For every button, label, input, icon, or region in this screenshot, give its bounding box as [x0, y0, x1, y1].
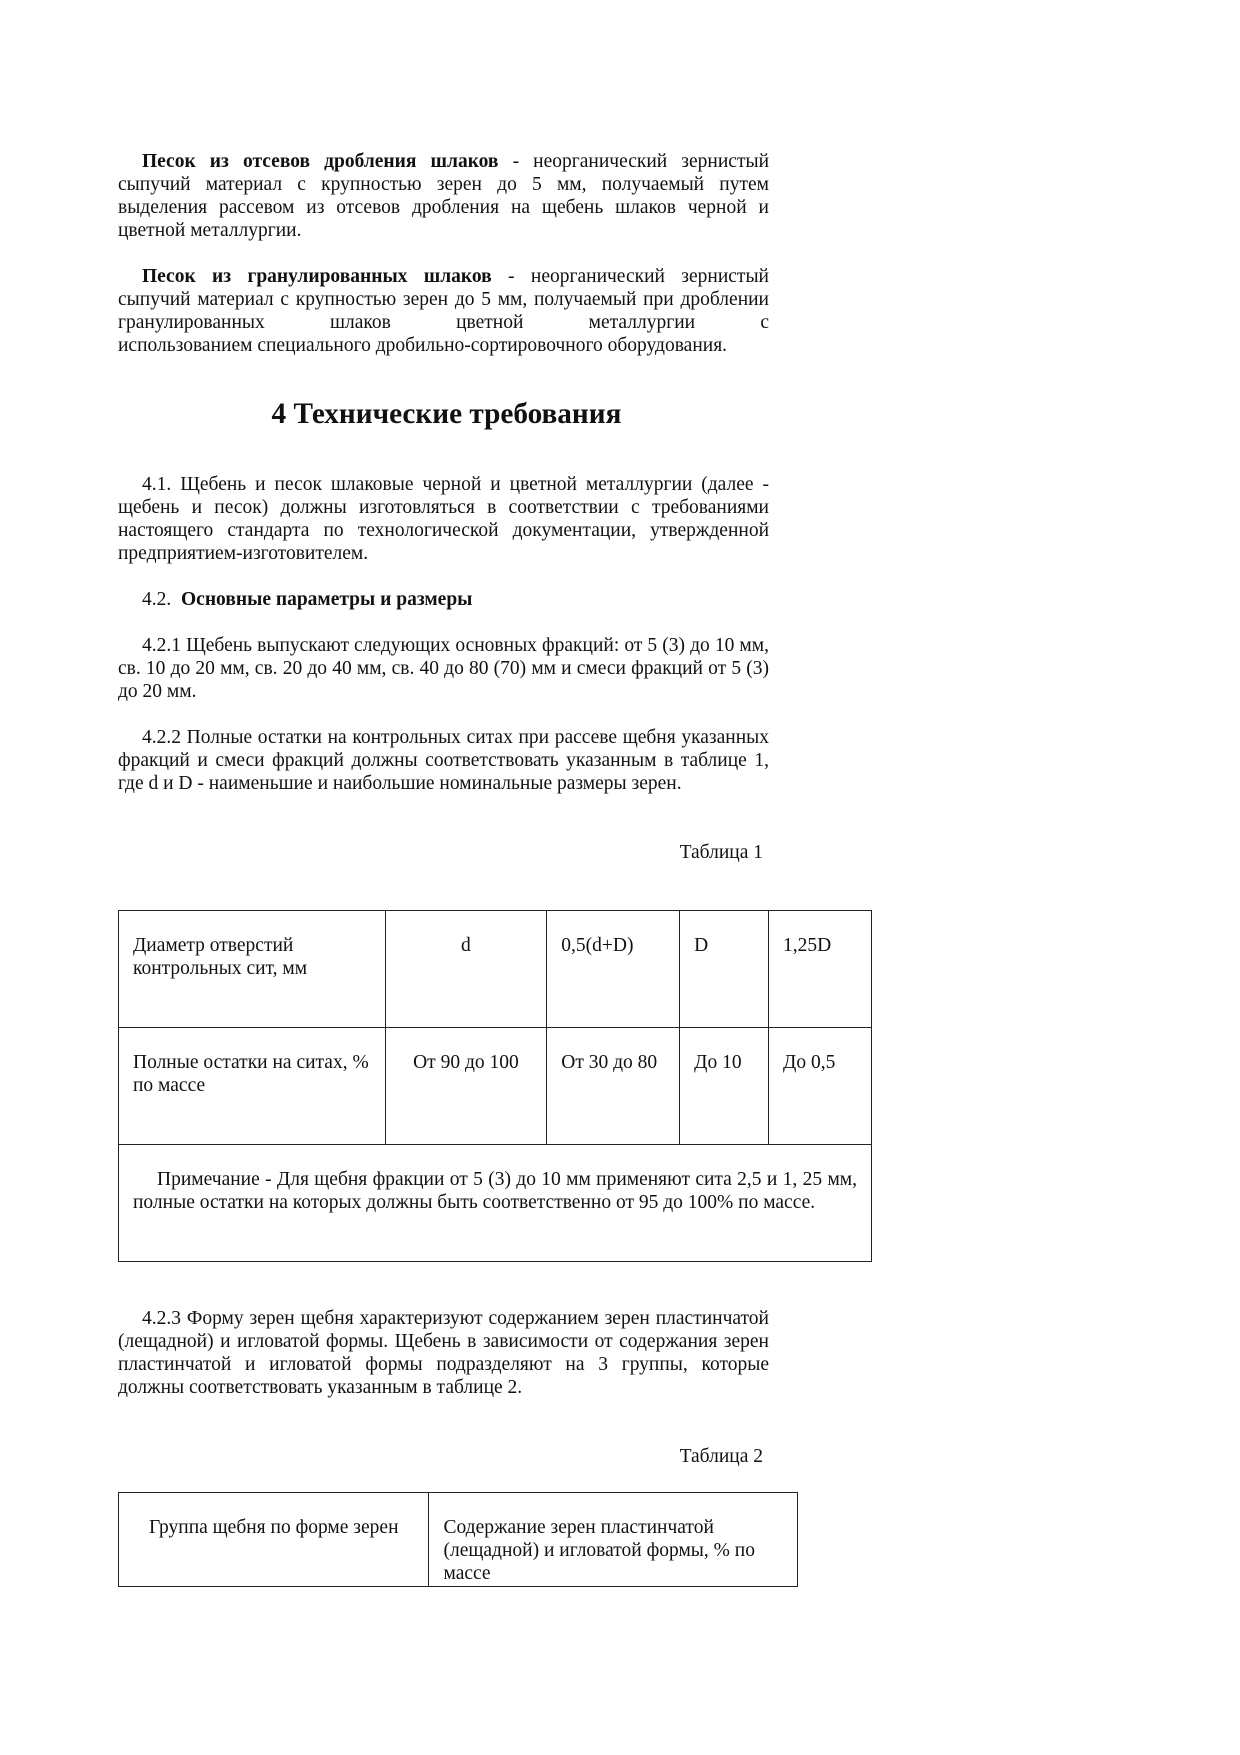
paragraph-4-2-2: 4.2.2 Полные остатки на контрольных ситах при рассеве щебня указанных фракций и смеси фракций должны соответствовать указанным в таблице 1, где d и D - наименьшие и наибольшие номинальные размеры зерен. [118, 727, 769, 794]
table2-header-row [119, 1493, 798, 1587]
table1-cell: До 10 [680, 1028, 769, 1145]
table2-caption: Таблица 2 [679, 1446, 763, 1467]
paragraph-sand-screenings [118, 150, 769, 242]
table1-cell: 0,5(d+D) [547, 911, 680, 1028]
table1-cell: От 90 до 100 [385, 1028, 547, 1145]
paragraph-4-2-1: 4.2.1 Щебень выпускают следующих основных фракций: от 5 (3) до 10 мм, св. 10 до 20 мм, св. 20 до 40 мм, св. 40 до 80 (70) мм и смеси фракций от 5 (3) до 20 мм. [118, 635, 769, 702]
table-1 [118, 910, 872, 1262]
table2-header-cell: Группа щебня по форме зерен [119, 1493, 429, 1587]
table1-caption: Таблица 1 [679, 842, 763, 863]
subheading-title: Основные параметры и размеры [181, 589, 473, 610]
term-sand-granulated: Песок из гранулированных шлаков [142, 266, 492, 287]
table1-note-row [119, 1145, 872, 1262]
subheading-number: 4.2. [142, 589, 172, 610]
paragraph-4-2-3: 4.2.3 Форму зерен щебня характеризуют содержанием зерен пластинчатой (лещадной) и игловатой формы. Щебень в зависимости от содержания зерен пластинчатой и игловатой формы подразделяют на 3 группы, которые должны соответствовать указанным в таблице 2. [118, 1308, 769, 1398]
table1-note: Примечание - Для щебня фракции от 5 (3) до 10 мм применяют сита 2,5 и 1, 25 мм, полные остатки на которых должны быть соответственно от 95 до 100% по массе. [119, 1145, 872, 1262]
table1-cell: Полные остатки на ситах, % по массе [119, 1028, 386, 1145]
table1-row-residues [119, 1028, 872, 1145]
paragraph-4-1: 4.1. Щебень и песок шлаковые черной и цветной металлургии (далее - щебень и песок) должны изготовляться в соответствии с требованиями настоящего стандарта по технологической документации, утвержденной предприятием-изготовителем. [118, 474, 769, 564]
definition-sand-granulated-end: использованием специального дробильно-сортировочного оборудования. [118, 335, 728, 356]
definition-sand-granulated: - неорганический зернистый сыпучий материал с крупностью зерен до 5 мм, получаемый при дроблении гранулированных шлаков цветной металлургии с [118, 266, 769, 333]
table1-cell: D [680, 911, 769, 1028]
table1-cell: d [385, 911, 547, 1028]
table1-cell: Диаметр отверстий контрольных сит, мм [119, 911, 386, 1028]
table2-header-cell: Содержание зерен пластинчатой (лещадной) и игловатой формы, % по массе [429, 1493, 798, 1587]
section-title: 4 Технические требования [271, 398, 622, 430]
definition-sand-screenings: - неорганический зернистый сыпучий материал с крупностью зерен до 5 мм, получаемый путем выделения рассевом из отсевов дробления на щебень шлаков черной и цветной металлургии. [118, 151, 769, 241]
table1-cell: От 30 до 80 [547, 1028, 680, 1145]
table-2 [118, 1492, 798, 1587]
table1-cell: 1,25D [769, 911, 872, 1028]
paragraph-sand-granulated [118, 265, 769, 357]
term-sand-screenings: Песок из отсевов дробления шлаков [142, 151, 499, 172]
table1-row-diameter [119, 911, 872, 1028]
subheading-4-2 [118, 588, 472, 611]
table1-cell: До 0,5 [769, 1028, 872, 1145]
